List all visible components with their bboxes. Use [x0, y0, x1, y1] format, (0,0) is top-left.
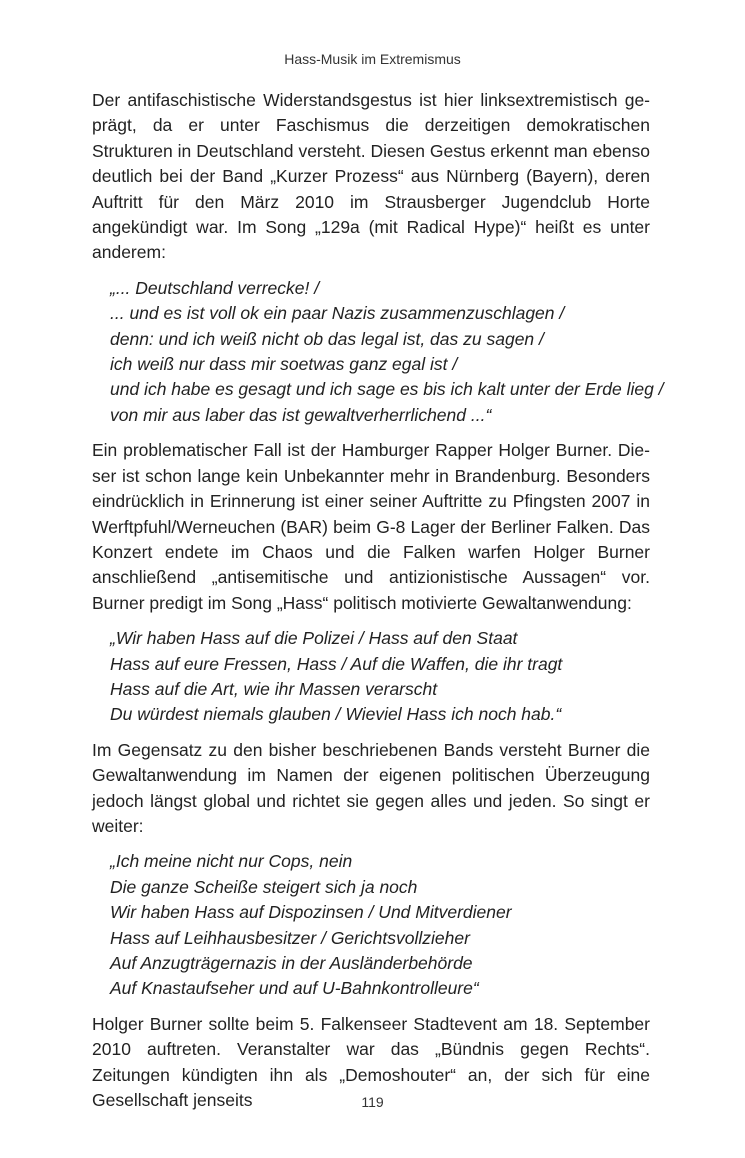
quote-line: ich weiß nur dass mir soetwas ganz egal ist / — [110, 354, 458, 375]
song-quote-3 — [110, 849, 650, 1001]
quote-line: „... Deutschland verrecke! / — [110, 277, 320, 298]
song-quote-1 — [110, 276, 664, 428]
song-quote-2 — [110, 626, 650, 728]
quote-line: Hass auf eure Fressen, Hass / Auf die Waffen, die ihr tragt — [110, 653, 563, 674]
quote-line: denn: und ich weiß nicht ob das legal ist, das zu sagen / — [110, 328, 544, 349]
quote-line: Hass auf Leihhausbesitzer / Gerichtsvollzieher — [110, 927, 470, 948]
paragraph-3: Im Gegensatz zu den bisher beschriebenen Bands versteht Burner die Gewaltanwendung im Namen der eigenen politischen Überzeugung jedoch längst global und richtet sie gegen alles und jeden. So singt er weiter: — [92, 739, 650, 836]
quote-line: Wir haben Hass auf Dispozinsen / Und Mitverdiener — [110, 902, 512, 923]
quote-line: Du würdest niemals glauben / Wieviel Hass ich noch hab.“ — [110, 704, 562, 725]
quote-line: Auf Anzugträgernazis in der Ausländerbehörde — [110, 953, 473, 973]
quote-line: „Wir haben Hass auf die Polizei / Hass auf den Staat — [110, 628, 518, 649]
paragraph-2: Ein problematischer Fall ist der Hamburger Rapper Holger Burner. Dieser ist schon lange kein Unbekannter mehr in Brandenburg. Besonders eindrücklich in Erinnerung ist einer seiner Auftritte zu Pfingsten 2007 in Werftpfuhl/Werneuchen (BAR) beim G-8 Lager der Berliner Falken. Das Konzert endete im Chaos und die Falken warfen Holger Burner anschließend „antisemitische und antizionistische Aussagen“ vor. Burner predigt im Song „Hass“ politisch motivierte Gewaltanwendung: — [92, 440, 650, 613]
paragraph-4: Holger Burner sollte beim 5. Falkenseer Stadtevent am 18. September 2010 auftreten. Veranstalter war das „Bündnis gegen Rechts“. Zeitungen kündigten ihn als „Demoshouter“ an, der sich für eine Gesellschaft jenseits — [92, 1013, 650, 1111]
quote-line: von mir aus laber das ist gewaltverherrlichend ...“ — [110, 404, 492, 425]
quote-line: und ich habe es gesagt und ich sage es bis ich kalt unter der Erde lieg / — [110, 379, 664, 400]
running-header: Hass-Musik im Extremismus — [284, 51, 461, 67]
quote-line: Auf Knastaufseher und auf U-Bahnkontrolleure“ — [110, 978, 479, 999]
page-number: 119 — [361, 1094, 384, 1110]
quote-line: ... und es ist voll ok ein paar Nazis zusammenzuschlagen / — [110, 303, 565, 324]
quote-line: „Ich meine nicht nur Cops, nein — [110, 851, 353, 872]
quote-line: Die ganze Scheiße steigert sich ja noch — [110, 876, 418, 897]
page-body — [92, 88, 664, 1113]
quote-line: Hass auf die Art, wie ihr Massen verarscht — [110, 678, 438, 699]
paragraph-1: Der antifaschistische Widerstandsgestus ist hier linksextremistisch geprägt, da er unter Faschismus die derzeitigen demokratischen Strukturen in Deutschland versteht. Diesen Gestus erkennt man ebenso deutlich bei der Band „Kurzer Prozess“ aus Nürnberg (Bayern), deren Auftritt für den März 2010 im Strausberger Jugendclub Horte angekündigt war. Im Song „129a (mit Radical Hype)“ heißt es unter anderem: — [92, 90, 650, 263]
